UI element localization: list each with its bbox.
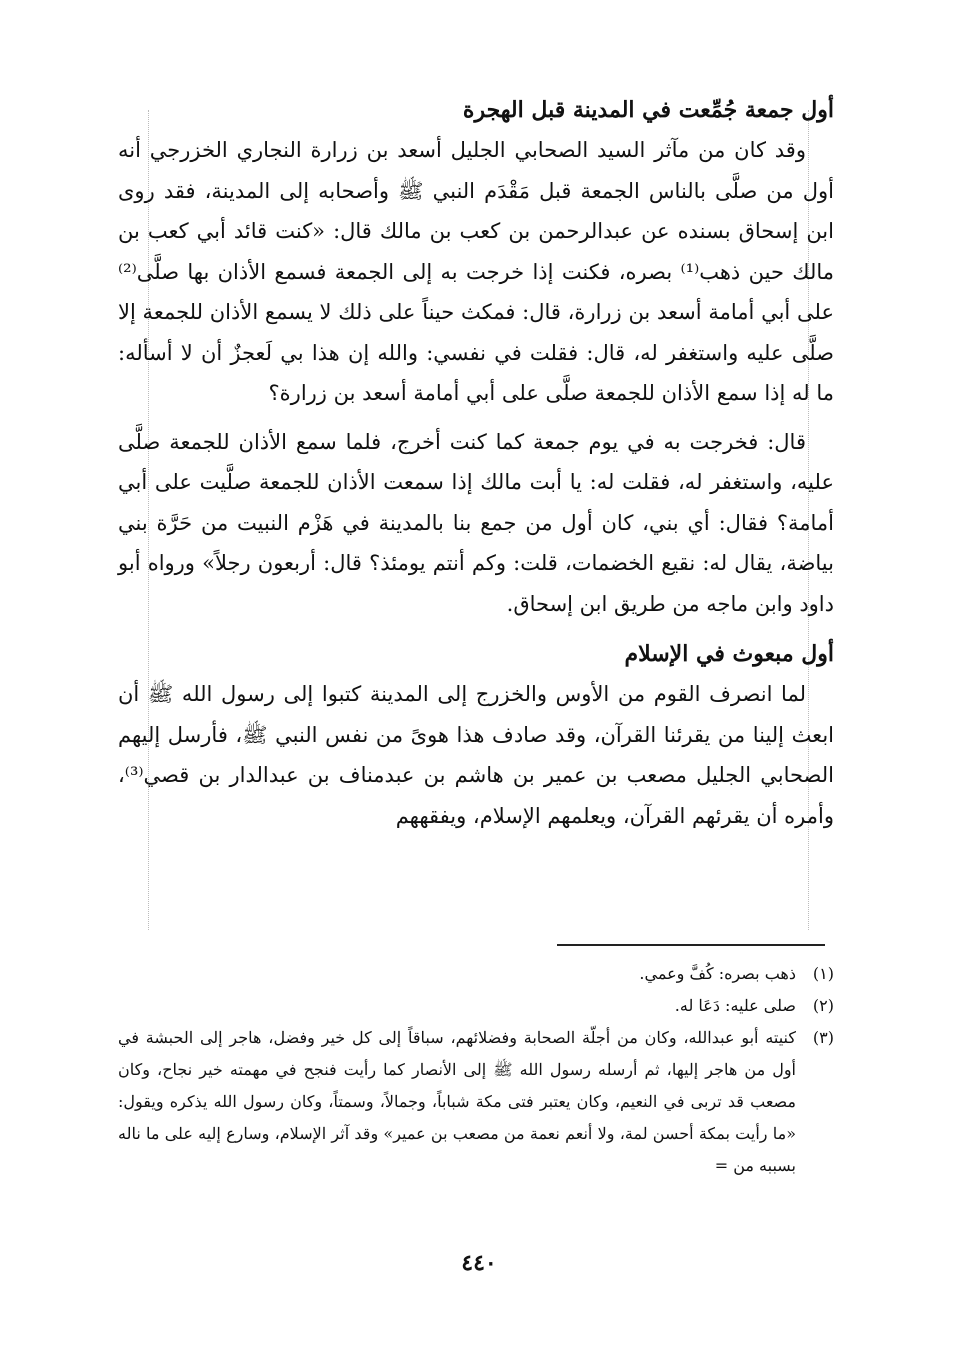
- footnote-1: [118, 958, 834, 990]
- section-heading-first-jumua: أول جمعة جُمِّعت في المدينة قبل الهجرة: [462, 97, 834, 123]
- footnote-number: (١): [812, 964, 834, 983]
- footnote-text: ذهب بصره: كُفَّ وعمي.: [639, 964, 796, 983]
- paragraph-kaab-narration: قال: فخرجت به في يوم جمعة كما كنت أخرج، فلما سمع الأذان للجمعة صلَّى عليه، واستغفر له، فقلت له: يا أبت مالك إذا سمعت الأذان للجمعة صلَّيت على أبي أمامة؟ فقال: أي بني، كان أول من جمع بنا بالمدينة في هَزْم النبيت من حَرَّة بني بياضة، يقال له: نقيع الخضمات، قلت: وكم أنتم يومئذ؟ قال: أربعون رجلاً» ورواه أبو داود وابن ماجه من طريق ابن إسحاق.: [118, 429, 834, 616]
- paragraph-asad-bin-zurara: وقد كان من مآثر السيد الصحابي الجليل أسعد بن زرارة النجاري الخزرجي أنه أول من صلَّى بالناس الجمعة قبل مَقْدَم النبي ﷺ وأصحابه إلى المدينة، فقد روى ابن إسحاق بسنده عن عبدالرحمن بن كعب بن مالك قال: «كنت قائد أبي كعب بن مالك حين ذهب⁽¹⁾ بصره، فكنت إذا خرجت به إلى الجمعة فسمع الأذان بها صلَّى⁽²⁾ على أبي أمامة أسعد بن زرارة، قال: فمكث حيناً على ذلك لا يسمع الأذان للجمعة إلا صلَّى عليه واستغفر له، قال: فقلت في نفسي: والله إن هذا بي لَعجزٌ أن لا أسأله: ما له إذا سمع الأذان للجمعة صلَّى على أبي أمامة أسعد بن زرارة؟: [118, 138, 834, 405]
- footnote-3: [118, 1022, 834, 1182]
- footnote-number: (٣): [812, 1028, 834, 1047]
- footnote-separator: [557, 944, 825, 946]
- footnote-number: (٢): [812, 996, 834, 1015]
- footnote-text: كنيته أبو عبدالله، وكان من أجلّة الصحابة وفضلائهم، سباقاً إلى كل خير وفضل، هاجر إلى الحبشة في أول من هاجر إليها، ثم أرسله رسول الله ﷺ إلى الأنصار كما رأيت فنجح في مهمته خير نجاح، وكان مصعب قد تربى في النعيم، وكان يعتبر فتى مكة شباباً، وجمالاً، وسمتاً، وكان رسول الله يذكره ويقول: «ما رأيت بمكة أحسن لمة، ولا أنعم نعمة من مصعب بن عمير» وقد آثر الإسلام، وسارع إليه على ما ناله بسببه من =: [118, 1028, 796, 1175]
- footnotes: [118, 958, 834, 1182]
- footnote-2: [118, 990, 834, 1022]
- page-body: [118, 90, 834, 836]
- section-heading-first-envoy: أول مبعوث في الإسلام: [624, 641, 834, 667]
- page-number: ٤٤٠: [461, 1250, 497, 1276]
- footnote-text: صلى عليه: دَعَا له.: [674, 996, 796, 1015]
- paragraph-musab-bin-umair: لما انصرف القوم من الأوس والخزرج إلى المدينة كتبوا إلى رسول الله ﷺ أن ابعث إلينا من يقرئنا القرآن، وقد صادف هذا هوىً من نفس النبي ﷺ، فأرسل إليهم الصحابي الجليل مصعب بن عمير بن هاشم بن عبدمناف بن عبدالدار بن قصي⁽³⁾، وأمره أن يقرئهم القرآن، ويعلمهم الإسلام، ويفقههم: [118, 682, 834, 828]
